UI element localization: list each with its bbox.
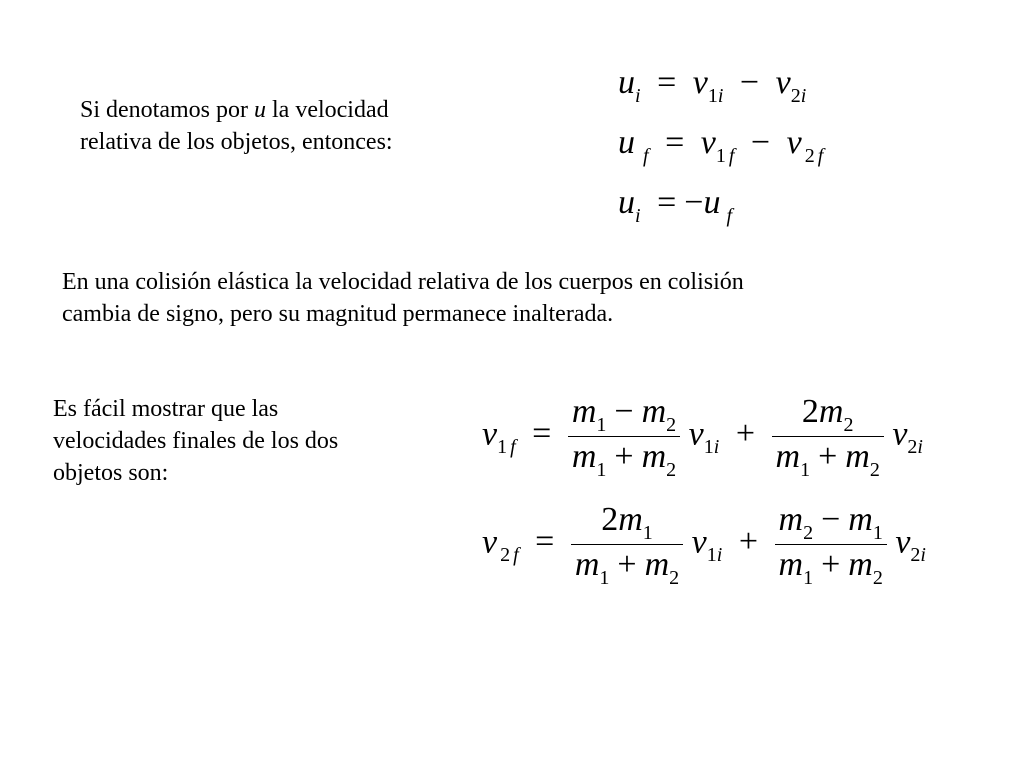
equation-v1f: $v_1$ $_f$ = $\frac{m_1 - m_2}{m_1 + m_2}$ $v_{1i}$ + $\frac{2m_2}{m_1 + m_2}$ $v_{2i}$: [482, 393, 923, 481]
intro-text: [80, 94, 393, 158]
paragraph3-line-2: velocidades finales de los dos: [53, 428, 339, 454]
equation-ui: $u_i = v_{1i} - v_{2i}$: [618, 64, 807, 107]
intro-line-2: relativa de los objetos, entonces:: [80, 129, 393, 155]
fraction-2m1: $\frac{2m_1}{m_1 + m_2}$: [571, 500, 683, 589]
equation-v2f: v $_2$ $_f$ = $\frac{2m_1}{m_1 + m_2}$ $v_{1i}$ + $\frac{m_2 - m_1}{m_1 + m_2}$ $v_{2i}$: [482, 501, 926, 589]
fraction-2m2: $\frac{2m_2}{m_1 + m_2}$: [772, 392, 884, 481]
paragraph2-line-2: cambia de signo, pero su magnitud permanece inalterada.: [62, 301, 614, 327]
fraction-mass-difference: $\frac{m_1 - m_2}{m_1 + m_2}$: [568, 392, 680, 481]
paragraph2-line-1: En una colisión elástica la velocidad relativa de los cuerpos en colisión: [62, 269, 744, 295]
final-velocities-paragraph: [53, 393, 338, 489]
equation-ui-equals-minus-uf: $u_i = -u$ $_f$: [618, 184, 732, 227]
intro-line-1: Si denotamos por u la velocidad: [80, 97, 389, 123]
intro-variable: u: [254, 97, 266, 123]
equation-uf: u $_f = v_1$ $_f$ − v $_2$ $_f$: [618, 124, 824, 167]
elastic-collision-paragraph: [62, 266, 744, 330]
fraction-mass-difference-2: $\frac{m_2 - m_1}{m_1 + m_2}$: [775, 500, 887, 589]
paragraph3-line-1: Es fácil mostrar que las: [53, 396, 279, 422]
paragraph3-line-3: objetos son:: [53, 460, 169, 486]
